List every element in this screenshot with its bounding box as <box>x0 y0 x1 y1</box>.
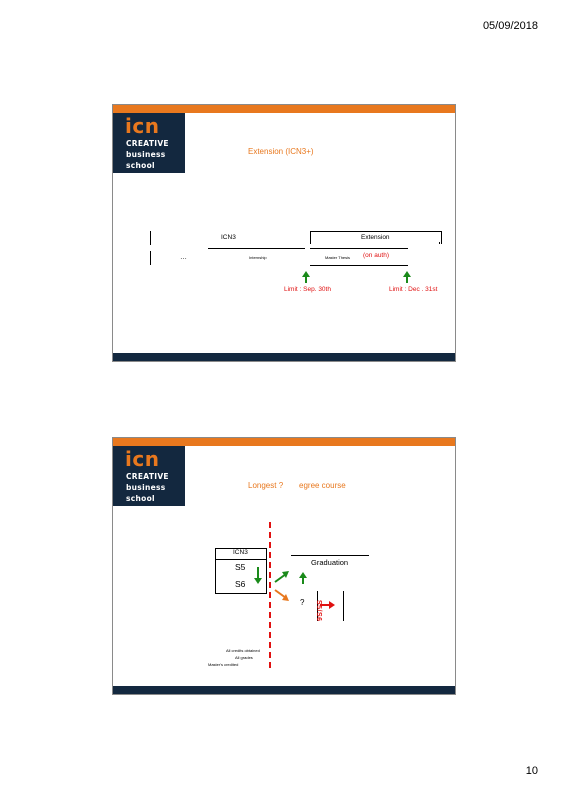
bottom-line <box>310 265 408 266</box>
note-line-1: All credits obtained <box>226 648 260 653</box>
timeline-tick <box>150 251 151 265</box>
logo-mark: icn <box>125 114 160 138</box>
red-right-arrow-icon <box>329 601 335 609</box>
green-down-arrow-icon <box>254 578 262 584</box>
timeline-tick <box>150 231 151 245</box>
on-auth-label: (on auth) <box>363 252 390 259</box>
bracket-right <box>343 591 344 621</box>
header-date: 05/09/2018 <box>482 20 538 32</box>
note-line-3: Master's credited <box>208 662 239 667</box>
question-mark: ? <box>300 598 305 607</box>
icn3-label: ICN3 <box>233 549 248 556</box>
arrow-stem <box>302 578 304 584</box>
arrow-stem <box>406 277 408 283</box>
slide-bottom-bar <box>113 686 455 694</box>
school-logo <box>113 446 185 506</box>
logo-line-school: school <box>126 161 155 170</box>
vertical-semester-label: S5/S6 <box>315 600 322 622</box>
slide-bottom-bar <box>113 353 455 361</box>
icn3-line <box>208 248 305 249</box>
red-dashed-divider <box>269 522 271 668</box>
logo-line-creative: CREATIVE <box>126 472 169 481</box>
extension-line <box>310 248 408 249</box>
graduation-label: Graduation <box>311 558 349 567</box>
school-logo <box>113 113 185 173</box>
note-line-2: All grades <box>235 655 253 660</box>
arrow-stem <box>257 567 259 578</box>
slide-title-part1: Longest ? <box>248 481 284 490</box>
limit-sep-label: Limit : Sep. 30th <box>284 286 331 293</box>
logo-line-creative: CREATIVE <box>126 139 169 148</box>
master-thesis-label: Master Thesis <box>325 255 351 260</box>
slide-title-part2: egree course <box>299 481 346 490</box>
logo-line-school: school <box>126 494 155 503</box>
extension-edge <box>439 242 440 244</box>
limit-dec-label: Limit : Dec . 31st <box>389 286 438 293</box>
slide-title: Extension (ICN3+) <box>248 147 314 156</box>
logo-line-business: business <box>126 150 166 159</box>
s5-label: S5 <box>235 562 246 572</box>
arrow-stem <box>305 277 307 283</box>
logo-line-business: business <box>126 483 166 492</box>
internship-label: Internship <box>249 255 267 260</box>
slide-extension <box>112 104 456 362</box>
ellipsis: … <box>180 254 187 261</box>
page-number: 10 <box>525 765 538 777</box>
icn3-label: ICN3 <box>221 234 236 241</box>
graduation-line <box>291 555 369 556</box>
s6-label: S6 <box>235 579 246 589</box>
slide-longest-course <box>112 437 456 695</box>
slide-top-bar <box>113 105 455 113</box>
logo-mark: icn <box>125 447 160 471</box>
extension-label: Extension <box>361 234 390 241</box>
slide-top-bar <box>113 438 455 446</box>
